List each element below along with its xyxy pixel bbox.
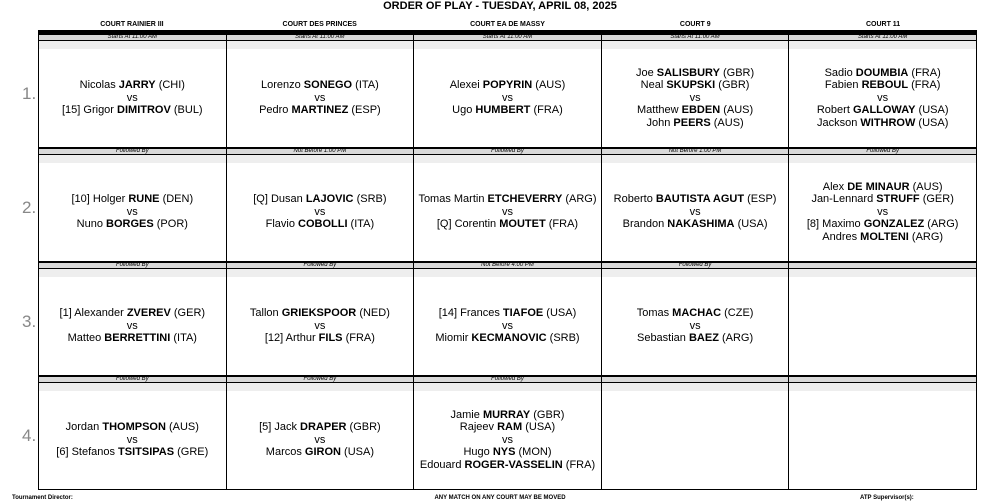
row-number: 3. [22, 312, 37, 331]
player-surname: MOUTET [499, 218, 546, 231]
versus-line [502, 92, 513, 105]
player-line [637, 332, 753, 345]
player-first-name: Pedro [259, 104, 292, 117]
player-surname: ZVEREV [126, 307, 171, 320]
versus-line [314, 320, 325, 333]
player-country: (ARG) [562, 193, 597, 206]
player-first-name: Sebastian [636, 332, 689, 345]
player-first-name: [6] Stefanos [56, 446, 119, 459]
player-first-name: vs [126, 319, 138, 332]
player-surname: MARTINEZ [291, 104, 349, 117]
player-line [823, 181, 943, 194]
player-line [62, 104, 203, 117]
player-first-name: Hugo [463, 446, 493, 459]
player-country: (GER) [919, 193, 954, 206]
player-surname: WITHROW [860, 116, 916, 129]
player-line [646, 117, 743, 130]
player-line [253, 193, 386, 206]
player-line [825, 67, 941, 80]
player-line [250, 307, 390, 320]
player-country: (DEN) [159, 193, 194, 206]
player-first-name: vs [501, 91, 513, 104]
player-first-name: Marcos [265, 446, 305, 459]
player-country: (POR) [153, 218, 188, 231]
player-first-name: vs [314, 205, 326, 218]
court-name: COURT 11 [865, 21, 901, 28]
time-label [789, 376, 977, 383]
row-number: 4. [22, 426, 37, 445]
player-first-name: Jamie [450, 408, 483, 421]
match-cell [38, 383, 227, 490]
player-first-name: vs [501, 319, 513, 332]
player-country: (USA) [340, 446, 374, 459]
time-label: Followed By [227, 376, 415, 383]
player-line [463, 446, 551, 459]
match-cell [602, 41, 790, 148]
player-line [641, 79, 750, 92]
player-first-name: Neal [640, 79, 667, 92]
player-line [71, 193, 193, 206]
player-line [77, 218, 188, 231]
time-label: Followed By [414, 148, 602, 155]
versus-line [502, 320, 513, 333]
player-first-name: vs [126, 205, 138, 218]
time-label: Followed By [227, 262, 415, 269]
versus-line [690, 206, 701, 219]
player-first-name: Lorenzo [260, 79, 304, 92]
match-cell [227, 41, 415, 148]
match-cell [227, 155, 415, 262]
player-first-name: Matthew [637, 104, 682, 117]
player-first-name: vs [689, 205, 701, 218]
player-country: (USA) [734, 218, 768, 231]
player-first-name: [10] Holger [71, 193, 129, 206]
player-first-name: vs [314, 319, 326, 332]
player-first-name: Roberto [613, 193, 656, 206]
player-first-name: vs [126, 91, 138, 104]
player-surname: GALLOWAY [852, 104, 916, 117]
player-country: (GBR) [715, 79, 750, 92]
player-country: (ARG) [718, 332, 754, 345]
player-first-name: Nicolas [79, 79, 119, 92]
player-first-name: Tomas [636, 307, 673, 320]
player-first-name: Rajeev [459, 421, 498, 434]
player-country: (FRA) [342, 332, 375, 345]
time-label: Not Before 4:00 PM [414, 262, 602, 269]
time-label: Followed By [38, 376, 227, 383]
player-surname: GRIEKSPOOR [281, 307, 357, 320]
player-country: (AUS) [720, 104, 754, 117]
player-first-name: vs [877, 91, 889, 104]
player-country: (ITA) [352, 79, 379, 92]
time-label: Followed By [602, 262, 790, 269]
match-cell [38, 155, 227, 262]
player-country: (FRA) [562, 458, 596, 471]
player-surname: REBOUL [861, 79, 909, 92]
player-first-name: Flavio [265, 218, 298, 231]
player-line [437, 218, 578, 231]
match-cell [602, 383, 790, 490]
player-surname: RUNE [128, 193, 160, 206]
player-surname: HUMBERT [475, 104, 531, 117]
match-cell [38, 41, 227, 148]
player-surname: MOLTENI [860, 230, 909, 243]
player-surname: RAM [497, 421, 523, 434]
player-first-name: Joe [635, 66, 657, 79]
page-title: ORDER OF PLAY - TUESDAY, APRIL 08, 2025 [383, 0, 617, 12]
time-label: Not Before 1:00 PM [227, 148, 415, 155]
player-line [825, 79, 941, 92]
match-cell [414, 269, 602, 376]
player-first-name: Jackson [816, 116, 861, 129]
player-first-name: [5] Jack [259, 421, 301, 434]
time-label: Starts At 11:00 AM [227, 34, 415, 41]
time-label: Not Before 1:00 PM [602, 148, 790, 155]
player-surname: GONZALEZ [863, 218, 925, 231]
versus-line [127, 92, 138, 105]
player-surname: SONEGO [303, 79, 353, 92]
player-surname: DIMITROV [117, 104, 171, 117]
player-first-name: [14] Frances [438, 307, 503, 320]
player-line [637, 307, 754, 320]
player-first-name: vs [689, 91, 701, 104]
versus-line [877, 92, 888, 105]
time-label: Starts At 11:00 AM [789, 34, 977, 41]
player-first-name: vs [501, 205, 513, 218]
player-first-name: Robert [816, 104, 853, 117]
player-surname: TIAFOE [502, 307, 544, 320]
player-first-name: [12] Arthur [264, 332, 319, 345]
match-cell [789, 155, 977, 262]
player-first-name: Jan-Lennard [811, 193, 877, 206]
player-surname: ETCHEVERRY [487, 193, 563, 206]
player-country: (AUS) [532, 79, 566, 92]
player-country: (FRA) [545, 218, 579, 231]
player-country: (GBR) [530, 408, 565, 421]
player-first-name: Edouard [419, 458, 465, 471]
player-surname: LAJOVIC [305, 193, 354, 206]
court-name: COURT RAINIER III [100, 21, 164, 28]
player-country: (CZE) [721, 307, 754, 320]
player-line [807, 218, 959, 231]
tournament-director-label: Tournament Director: [12, 495, 73, 501]
player-surname: EBDEN [681, 104, 721, 117]
player-line [60, 307, 206, 320]
player-country: (SRB) [546, 332, 580, 345]
match-cell [38, 269, 227, 376]
player-line [56, 446, 208, 459]
match-cell [789, 383, 977, 490]
player-line [811, 193, 953, 206]
match-cell [414, 155, 602, 262]
player-line [623, 218, 768, 231]
player-country: (NED) [356, 307, 390, 320]
time-label: Followed By [38, 148, 227, 155]
player-country: (ARG) [908, 230, 944, 243]
player-first-name: Tallon [249, 307, 282, 320]
player-surname: NYS [492, 446, 516, 459]
player-line [450, 79, 566, 92]
player-country: (AUS) [165, 421, 199, 434]
player-line [637, 104, 753, 117]
player-country: (FRA) [530, 104, 563, 117]
player-first-name: vs [877, 205, 889, 218]
order-of-play-grid [22, 34, 977, 490]
player-surname: COBOLLI [298, 218, 348, 231]
versus-line [690, 320, 701, 333]
player-surname: MACHAC [672, 307, 722, 320]
player-line [266, 446, 374, 459]
court-name: COURT DES PRINCES [282, 21, 357, 28]
player-country: (FRA) [908, 79, 941, 92]
player-country: (GBR) [719, 66, 755, 79]
player-first-name: Ugo [452, 104, 476, 117]
match-cell [414, 41, 602, 148]
player-country: (ARG) [924, 218, 959, 231]
player-first-name: [15] Grigor [62, 104, 118, 117]
time-label: Starts At 11:00 AM [414, 34, 602, 41]
player-country: (ITA) [347, 218, 375, 231]
player-first-name: vs [689, 319, 701, 332]
match-cell [414, 383, 602, 490]
player-line [817, 117, 948, 130]
player-line [817, 104, 949, 117]
player-first-name: [Q] Corentin [436, 218, 500, 231]
time-label: Starts At 11:00 AM [38, 34, 227, 41]
time-label [789, 262, 977, 269]
row-number: 1. [22, 84, 37, 103]
player-surname: DE MINAUR [847, 180, 910, 193]
player-surname: BORGES [106, 218, 154, 231]
time-label: Followed By [789, 148, 977, 155]
court-name: COURT 9 [679, 21, 711, 28]
player-first-name: Fabien [824, 79, 862, 92]
player-line [68, 332, 197, 345]
player-first-name: [8] Maximo [806, 218, 864, 231]
player-line [418, 193, 596, 206]
player-first-name: vs [501, 433, 513, 446]
player-first-name: John [646, 116, 674, 129]
row-number: 2. [22, 198, 37, 217]
time-label: Followed By [414, 376, 602, 383]
player-country: (GBR) [346, 421, 381, 434]
player-surname: JARRY [118, 79, 156, 92]
player-first-name: Brandon [622, 218, 668, 231]
player-first-name: vs [126, 433, 138, 446]
player-first-name: Miomir [435, 332, 472, 345]
player-line [261, 79, 379, 92]
player-country: (SRB) [353, 193, 387, 206]
match-cell [227, 383, 415, 490]
versus-line [127, 320, 138, 333]
schedule-row [22, 34, 977, 148]
player-surname: SKUPSKI [666, 79, 716, 92]
player-line [636, 67, 754, 80]
player-surname: DOUMBIA [855, 66, 909, 79]
versus-line [877, 206, 888, 219]
player-surname: TSITSIPAS [118, 446, 175, 459]
player-country: (BUL) [170, 104, 203, 117]
player-surname: PEERS [673, 116, 711, 129]
player-country: (FRA) [908, 66, 941, 79]
player-line [435, 332, 579, 345]
player-line [460, 421, 555, 434]
player-surname: THOMPSON [102, 421, 166, 434]
player-first-name: [1] Alexander [59, 307, 127, 320]
player-first-name: Alexei [449, 79, 483, 92]
player-line [439, 307, 577, 320]
versus-line [314, 206, 325, 219]
player-surname: MURRAY [482, 408, 531, 421]
schedule-row [22, 262, 977, 376]
player-country: (ESP) [744, 193, 777, 206]
player-country: (ITA) [170, 332, 197, 345]
match-cell [227, 269, 415, 376]
match-move-notice: ANY MATCH ON ANY COURT MAY BE MOVED [434, 495, 566, 501]
versus-line [502, 434, 513, 447]
versus-line [314, 92, 325, 105]
player-surname: POPYRIN [482, 79, 533, 92]
time-label: Followed By [38, 262, 227, 269]
player-country: (ESP) [348, 104, 381, 117]
player-first-name: Sadio [824, 66, 856, 79]
versus-line [127, 434, 138, 447]
player-country: (USA) [915, 104, 949, 117]
player-line [80, 79, 185, 92]
player-surname: FILS [318, 332, 343, 345]
player-line [420, 459, 595, 472]
player-surname: NAKASHIMA [667, 218, 735, 231]
versus-line [127, 206, 138, 219]
player-first-name: Matteo [67, 332, 105, 345]
player-surname: KECMANOVIC [471, 332, 547, 345]
player-first-name: Tomas Martin [418, 193, 488, 206]
time-label [602, 376, 790, 383]
player-country: (MON) [515, 446, 552, 459]
player-first-name: vs [314, 91, 326, 104]
match-cell [789, 41, 977, 148]
player-line [614, 193, 777, 206]
player-line [265, 332, 375, 345]
court-name: COURT EA DE MASSY [470, 21, 545, 28]
player-first-name: vs [314, 433, 326, 446]
match-cell [602, 269, 790, 376]
player-line [266, 218, 375, 231]
player-surname: GIRON [304, 446, 341, 459]
schedule-row [22, 148, 977, 262]
player-country: (GER) [170, 307, 206, 320]
player-country: (CHI) [155, 79, 185, 92]
match-cell [789, 269, 977, 376]
versus-line [690, 92, 701, 105]
player-surname: BAUTISTA AGUT [655, 193, 745, 206]
player-country: (USA) [522, 421, 556, 434]
player-line [451, 409, 565, 422]
time-label: Starts At 11:00 AM [602, 34, 790, 41]
player-country: (AUS) [710, 116, 744, 129]
player-first-name: Alex [822, 180, 848, 193]
player-line [822, 231, 943, 244]
schedule-row [22, 376, 977, 490]
player-surname: BAEZ [688, 332, 719, 345]
player-first-name: [Q] Dusan [253, 193, 306, 206]
player-surname: DRAPER [300, 421, 347, 434]
player-first-name: Andres [822, 230, 861, 243]
player-line [452, 104, 563, 117]
versus-line [502, 206, 513, 219]
player-surname: SALISBURY [656, 66, 720, 79]
player-country: (USA) [543, 307, 577, 320]
player-first-name: Jordan [65, 421, 103, 434]
atp-supervisor-label: ATP Supervisor(s): [860, 495, 914, 501]
player-line [66, 421, 199, 434]
player-surname: STRUFF [876, 193, 920, 206]
player-country: (GRE) [174, 446, 209, 459]
player-country: (AUS) [909, 180, 943, 193]
player-line [259, 421, 381, 434]
player-line [259, 104, 381, 117]
player-surname: BERRETTINI [104, 332, 171, 345]
versus-line [314, 434, 325, 447]
player-country: (USA) [915, 116, 949, 129]
player-first-name: Nuno [76, 218, 107, 231]
match-cell [602, 155, 790, 262]
player-surname: ROGER-VASSELIN [464, 458, 563, 471]
